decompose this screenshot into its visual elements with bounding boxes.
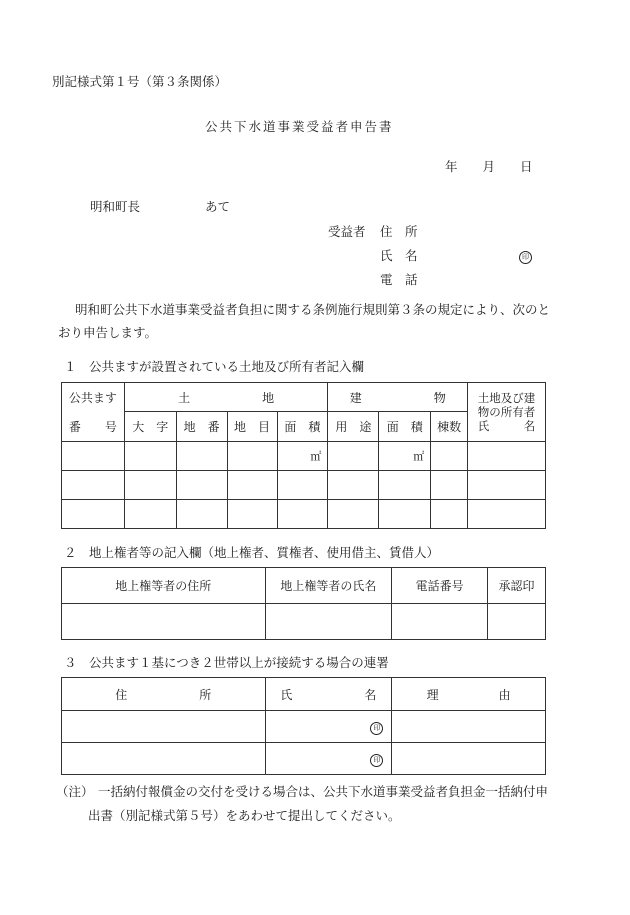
form-number: 別記様式第１号（第３条関係）	[52, 74, 228, 89]
header-chimoku: 地 目	[227, 412, 277, 442]
joint-signature-table	[61, 677, 546, 775]
header-bldg-area: 面 積	[379, 412, 431, 442]
section1-heading: １ 公共ますが設置されている土地及び所有者記入欄	[64, 359, 365, 374]
header-land-area: 面 積	[277, 412, 328, 442]
addressee: 明和町長	[90, 199, 141, 214]
header-reason: 理 由	[392, 678, 546, 711]
unit-m2: ㎡	[413, 450, 425, 463]
header-youto: 用 途	[328, 412, 379, 442]
seal-icon: 印	[370, 722, 383, 735]
header-phone: 電話番号	[392, 568, 488, 604]
header-address: 住 所	[62, 678, 266, 711]
header-chiban: 地 番	[176, 412, 227, 442]
note-line1: 一括納付報償金の交付を受ける場合は、公共下水道事業受益者負担金一括納付申	[98, 784, 549, 799]
section3-heading: ３ 公共ます１基につき２世帯以上が接続する場合の連署	[64, 655, 389, 670]
section2-heading: ２ 地上権者等の記入欄（地上権者、質権者、使用借主、賃借人）	[64, 545, 440, 560]
seal-icon: 印	[519, 251, 532, 264]
addressee-suffix: あて	[205, 199, 231, 214]
seal-icon: 印	[370, 754, 383, 767]
seal-mark	[519, 247, 532, 264]
header-masu-bottom: 番 号	[62, 412, 125, 442]
note-label: （注）	[56, 784, 94, 799]
header-oaza: 大 字	[124, 412, 176, 442]
table-row	[62, 711, 546, 743]
address-label: 住 所	[380, 224, 418, 239]
note-line2: 出書（別記様式第５号）をあわせて提出してください。	[88, 808, 401, 823]
table-row	[62, 500, 546, 529]
header-approval-seal: 承認印	[488, 568, 546, 604]
header-building: 建 物	[328, 383, 468, 412]
table-row	[62, 743, 546, 775]
intro-line2: おり申告します。	[58, 325, 158, 340]
header-name: 氏 名	[265, 678, 392, 711]
header-masu-top: 公共ます	[62, 383, 125, 412]
applicant-label: 受益者	[328, 224, 366, 239]
table-row	[62, 471, 546, 500]
header-owner: 土地及び建 物の所有者 氏 名	[468, 383, 546, 442]
header-tousu: 棟数	[431, 412, 468, 442]
superficiary-table	[61, 567, 546, 640]
intro-line1: 明和町公共下水道事業受益者負担に関する条例施行規則第３条の規定により、次のと	[75, 302, 551, 317]
header-superficiary-address: 地上権等者の住所	[62, 568, 266, 604]
phone-label: 電 話	[380, 272, 418, 287]
header-superficiary-name: 地上権等者の氏名	[265, 568, 392, 604]
table-row	[62, 604, 546, 640]
date-line: 年 月 日	[445, 159, 533, 174]
table-row	[62, 442, 546, 471]
land-owner-table	[61, 382, 546, 529]
unit-m2: ㎡	[310, 450, 322, 463]
name-label: 氏 名	[380, 248, 418, 263]
header-land: 土 地	[124, 383, 328, 412]
document-title: 公共下水道事業受益者申告書	[205, 119, 394, 134]
